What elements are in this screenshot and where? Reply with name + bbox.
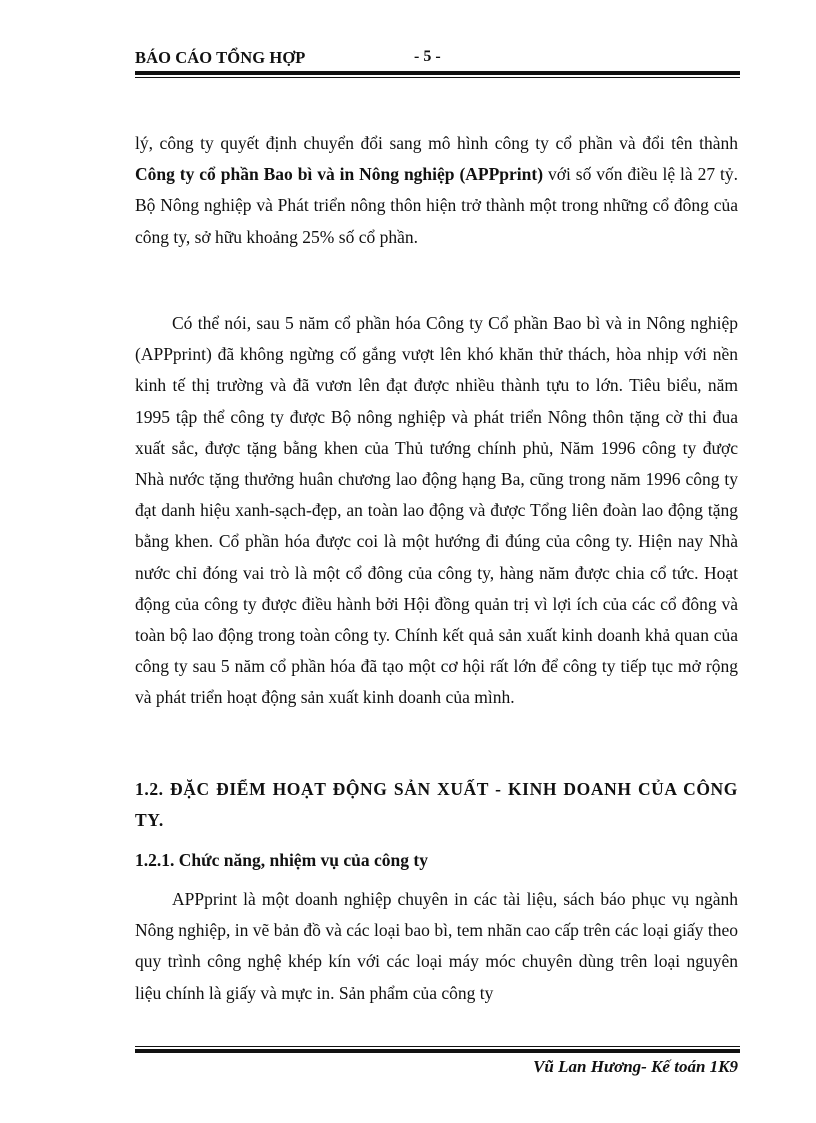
page-header [135,48,740,68]
footer-rule-thick [135,1049,740,1053]
paragraph-3: APPprint là một doanh nghiệp chuyên in các tài liệu, sách báo phục vụ ngành Nông nghiệp, in vẽ bản đồ và các loại bao bì, tem nhãn cao cấp trên các loại giấy theo quy trình công nghệ khép kín với các loại máy móc chuyên dùng trên loại nguyên liệu chính là giấy và mực in. Sản phẩm của công ty [135,889,738,1003]
footer-rule-thin [135,1046,740,1047]
paragraph-1 [135,128,738,253]
report-title: BÁO CÁO TỔNG HỢP [135,48,306,67]
paragraph-1-text-b: với số vốn điều lệ là 27 tỷ. Bộ Nông nghiệp và Phát triển nông thôn hiện trở thành một trong những cổ đông của công ty, sở hữu khoảng 25% số cổ phần. [135,164,738,247]
header-rule-thick [135,71,740,75]
page-number: - 5 - [414,48,441,65]
company-name: Công ty cổ phần Bao bì và in Nông nghiệp (APPprint) [135,164,544,185]
section-heading: 1.2. ĐẶC ĐIỂM HOẠT ĐỘNG SẢN XUẤT - KINH DOANH CỦA CÔNG TY. [135,779,738,830]
footer-author: Vũ Lan Hương- Kế toán 1K9 [533,1057,738,1076]
paragraph-2: Có thể nói, sau 5 năm cổ phần hóa Công ty Cổ phần Bao bì và in Nông nghiệp (APPprint) đã không ngừng cố gắng vượt lên khó khăn thử thách, hòa nhịp với nền kinh tế thị trường và đã vươn lên đạt được nhiều thành tựu to lớn. Tiêu biểu, năm 1995 tập thể công ty được Bộ nông nghiệp và phát triển Nông thôn tặng cờ thi đua xuất sắc, được tặng bằng khen của Thủ tướng chính phủ, Năm 1996 công ty được Nhà nước tặng thưởng huân chương lao động hạng Ba, cũng trong năm 1996 công ty đạt danh hiệu xanh-sạch-đẹp, an toàn lao động và được Tổng liên đoàn lao động tặng bằng khen. Cổ phần hóa được coi là một hướng đi đúng của công ty. Hiện nay Nhà nước chỉ đóng vai trò là một cổ đông của công ty, hàng năm được chia cổ tức. Hoạt động của công ty được điều hành bởi Hội đồng quản trị vì lợi ích của các cổ đông và toàn bộ lao động trong toàn công ty. Chính kết quả sản xuất kinh doanh khả quan của công ty sau 5 năm cổ phần hóa đã tạo một cơ hội rất lớn để công ty tiếp tục mở rộng và phát triển hoạt động sản xuất kinh doanh của mình. [135,313,738,708]
subsection-heading: 1.2.1. Chức năng, nhiệm vụ của công ty [135,850,428,870]
paragraph-1-text-a: lý, công ty quyết định chuyển đổi sang mô hình công ty cổ phần và đổi tên thành [135,133,738,153]
header-rule-thin [135,77,740,78]
